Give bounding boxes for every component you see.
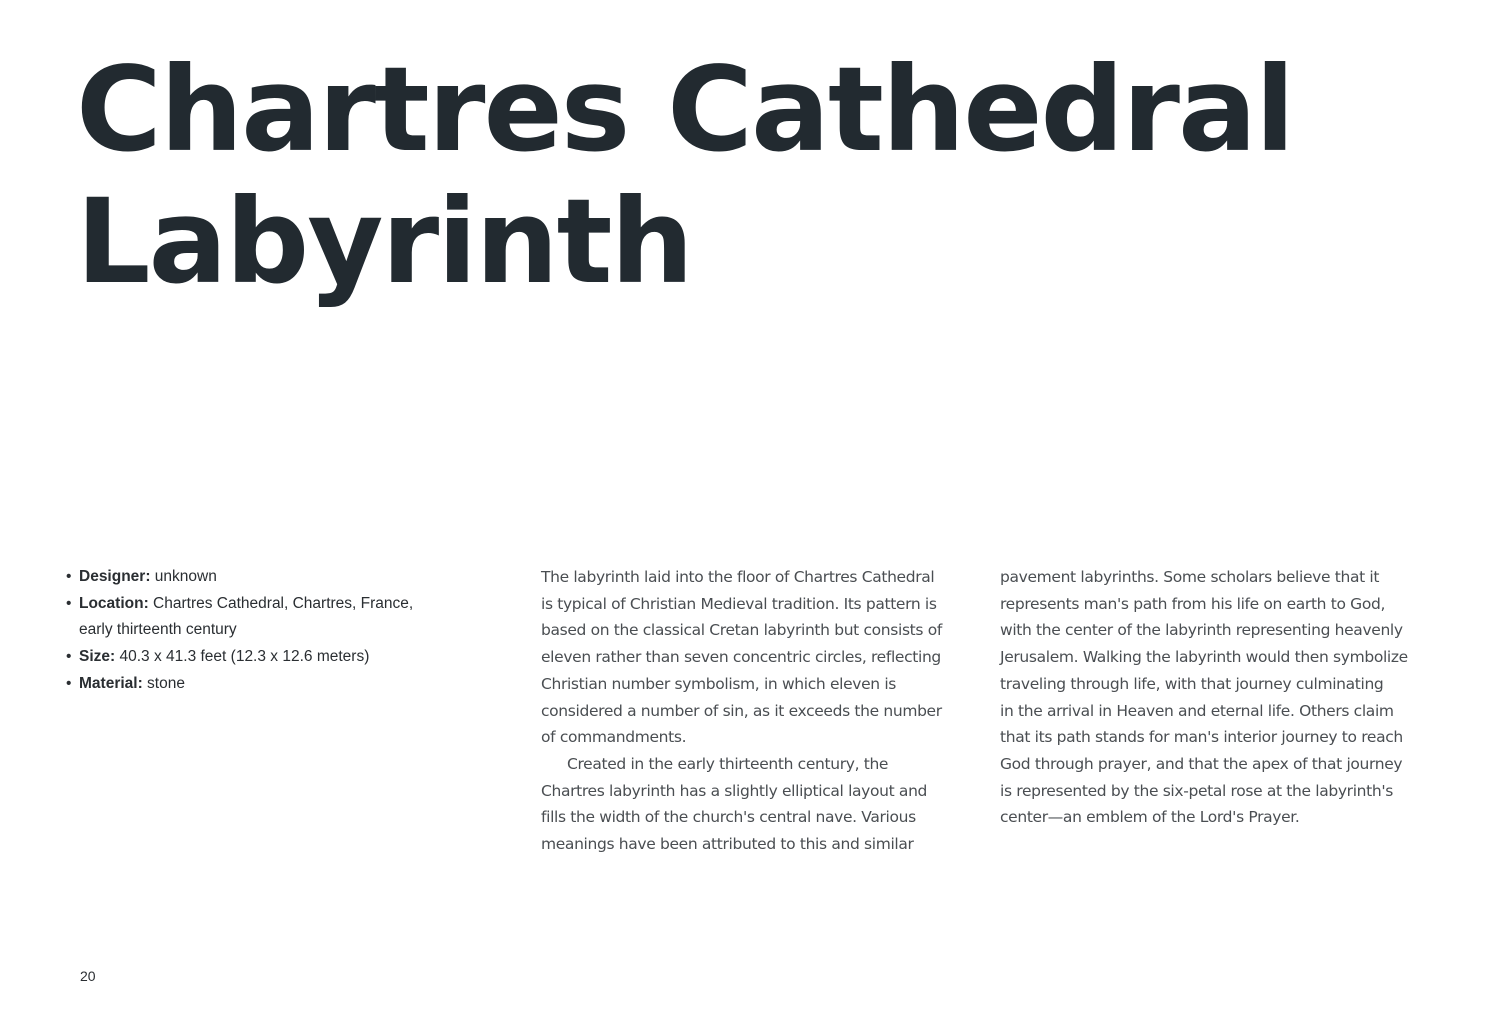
body-column-2 [1000, 564, 1440, 831]
title-line-2: Labyrinth [76, 173, 692, 310]
text-line: meanings have been attributed to this and similar [541, 835, 914, 854]
text-line: Created in the early thirteenth century, the [567, 754, 889, 773]
fact-material [66, 671, 446, 698]
text-line: is typical of Christian Medieval tradition. Its pattern is [541, 594, 937, 613]
fact-location-value-cont: early thirteenth century [79, 621, 237, 639]
paragraph-3 [1000, 564, 1440, 831]
text-line: considered a number of sin, as it exceeds the number [541, 701, 942, 720]
text-line: pavement labyrinths. Some scholars believe that it [1000, 568, 1380, 586]
text-line: that its path stands for man's interior journey to reach [1000, 728, 1403, 747]
text-line: with the center of the labyrinth representing heavenly [1000, 621, 1403, 640]
text-line: fills the width of the church's central nave. Various [541, 808, 916, 827]
text-line: Jerusalem. Walking the labyrinth would then symbolize [1000, 648, 1408, 667]
title-line-1: Chartres Cathedral [76, 41, 1294, 178]
fact-size-key: Size: [79, 648, 116, 666]
paragraph-1 [541, 564, 971, 751]
page-title [76, 41, 1294, 310]
text-line: is represented by the six-petal rose at the labyrinth's [1000, 781, 1393, 800]
fact-material-key: Material: [79, 674, 143, 692]
facts-list [66, 564, 446, 698]
fact-location-value: Chartres Cathedral, Chartres, France, [148, 594, 414, 612]
text-line: in the arrival in Heaven and eternal life. Others claim [1000, 701, 1394, 720]
text-line: center—an emblem of the Lord's Prayer. [1000, 808, 1300, 827]
fact-designer-key: Designer: [79, 568, 151, 585]
text-line: represents man's path from his life on earth to God, [1000, 594, 1386, 613]
fact-size-value: 40.3 x 41.3 feet (12.3 x 12.6 meters) [115, 648, 370, 666]
fact-size [66, 644, 446, 671]
fact-designer-value: unknown [150, 568, 217, 585]
text-line: traveling through life, with that journey culminating [1000, 674, 1384, 693]
text-line: God through prayer, and that the apex of that journey [1000, 754, 1403, 773]
text-line: The labyrinth laid into the floor of Chartres Cathedral [541, 568, 935, 586]
body-column-1 [541, 564, 971, 858]
text-line: Chartres labyrinth has a slightly elliptical layout and [541, 781, 928, 800]
text-line: Christian number symbolism, in which eleven is [541, 674, 897, 693]
text-line: based on the classical Cretan labyrinth but consists of [541, 621, 942, 640]
text-line: eleven rather than seven concentric circles, reflecting [541, 648, 941, 667]
fact-designer [66, 564, 446, 591]
fact-location [66, 591, 446, 644]
text-line: of commandments. [541, 728, 687, 747]
paragraph-2 [541, 751, 971, 858]
page-number: 20 [80, 968, 96, 984]
fact-material-value: stone [142, 674, 185, 692]
fact-location-key: Location: [79, 594, 149, 612]
